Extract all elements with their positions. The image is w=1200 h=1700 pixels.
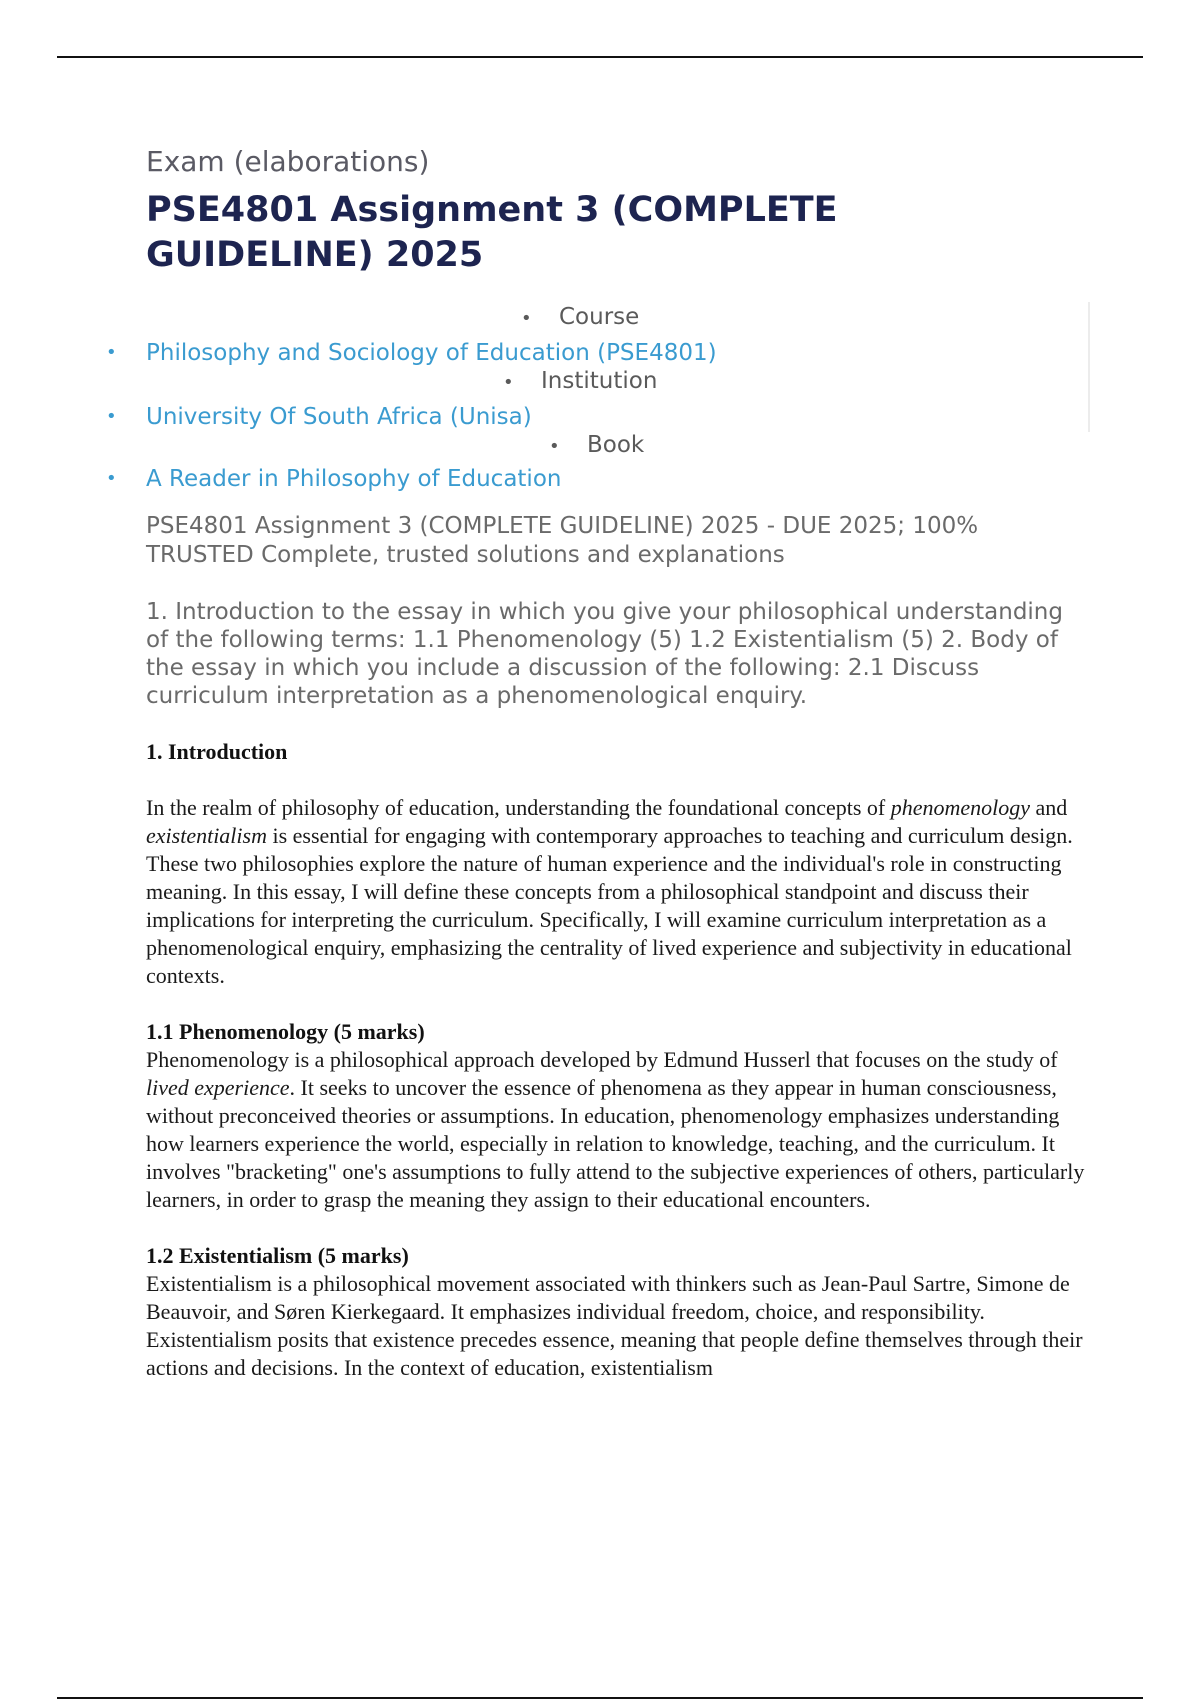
paragraph-introduction	[146, 794, 1086, 990]
meta-institution-row	[106, 402, 532, 432]
document-summary: PSE4801 Assignment 3 (COMPLETE GUIDELINE) 2025 - DUE 2025; 100% TRUSTED Complete, trusted solutions and explanations	[146, 513, 979, 568]
meta-institution-label-row	[503, 366, 657, 398]
meta-course-label: Course	[559, 304, 640, 330]
bullet-icon: •	[503, 372, 514, 393]
meta-divider	[1088, 302, 1090, 432]
section-heading-introduction: 1. Introduction	[146, 739, 288, 764]
section-heading-existentialism: 1.2 Existentialism (5 marks)	[146, 1243, 409, 1268]
bullet-icon: •	[549, 436, 560, 457]
emphasis-phenomenology: phenomenology	[890, 795, 1031, 820]
book-link[interactable]: A Reader in Philosophy of Education	[146, 466, 562, 492]
bullet-icon: •	[106, 406, 117, 427]
paragraph-existentialism: Existentialism is a philosophical movement associated with thinkers such as Jean-Paul Sartre, Simone de Beauvoir, and Søren Kierkegaard. It emphasizes individual freedom, choice, and responsibility. Existentialism posits that existence precedes essence, meaning that people define themselves through their actions and decisions. In the context of education, existentialism	[146, 1271, 1083, 1380]
text-run: Phenomenology is a philosophical approach developed by Edmund Husserl that focuses on the study of	[146, 1047, 1058, 1072]
text-run: In the realm of philosophy of education, understanding the foundational concepts of	[146, 795, 891, 820]
document-title: PSE4801 Assignment 3 (COMPLETE GUIDELINE) 2025	[146, 190, 838, 275]
meta-book-label: Book	[587, 432, 645, 458]
course-link[interactable]: Philosophy and Sociology of Education (PSE4801)	[146, 340, 717, 366]
document-type-label: Exam (elaborations)	[146, 145, 430, 178]
text-run: and	[1030, 795, 1068, 820]
paragraph-phenomenology	[146, 1046, 1086, 1214]
bullet-icon: •	[521, 308, 532, 329]
text-run: . It seeks to uncover the essence of phenomena as they appear in human consciousness, without preconceived theories or assumptions. In education, phenomenology emphasizes understanding how learners experience the world, especially in relation to knowledge, teaching, and the curriculum. It involves "bracketing" one's assumptions to fully attend to the subjective experiences of others, particularly learners, in order to grasp the meaning they assign to their educational encounters.	[146, 1075, 1085, 1212]
meta-course-label-row	[521, 302, 639, 334]
bottom-rule	[57, 1697, 1143, 1699]
meta-book-row	[106, 464, 562, 494]
top-rule	[57, 56, 1143, 58]
section-heading-phenomenology: 1.1 Phenomenology (5 marks)	[146, 1019, 425, 1044]
emphasis-lived-experience: lived experience	[146, 1075, 290, 1100]
text-run: is essential for engaging with contemporary approaches to teaching and curriculum design. These two philosophies explore the nature of human experience and the individual's role in constructing meaning. In this essay, I will define these concepts from a philosophical standpoint and discuss their implications for interpreting the curriculum. Specifically, I will examine curriculum interpretation as a phenomenological enquiry, emphasizing the centrality of lived experience and subjectivity in educational contexts.	[146, 823, 1073, 988]
institution-link[interactable]: University Of South Africa (Unisa)	[146, 404, 532, 430]
bullet-icon: •	[106, 342, 117, 363]
meta-book-label-row	[549, 430, 644, 462]
emphasis-existentialism: existentialism	[146, 823, 267, 848]
meta-course-row	[106, 338, 717, 368]
bullet-icon: •	[106, 468, 117, 489]
assignment-question: 1. Introduction to the essay in which you give your philosophical understanding of the following terms: 1.1 Phenomenology (5) 1.2 Existentialism (5) 2. Body of the essay in which you include a discussion of the following: 2.1 Discuss curriculum interpretation as a phenomenological enquiry.	[146, 599, 1063, 709]
document-meta	[106, 302, 1086, 502]
meta-institution-label: Institution	[541, 368, 658, 394]
document-content	[106, 142, 1086, 1382]
